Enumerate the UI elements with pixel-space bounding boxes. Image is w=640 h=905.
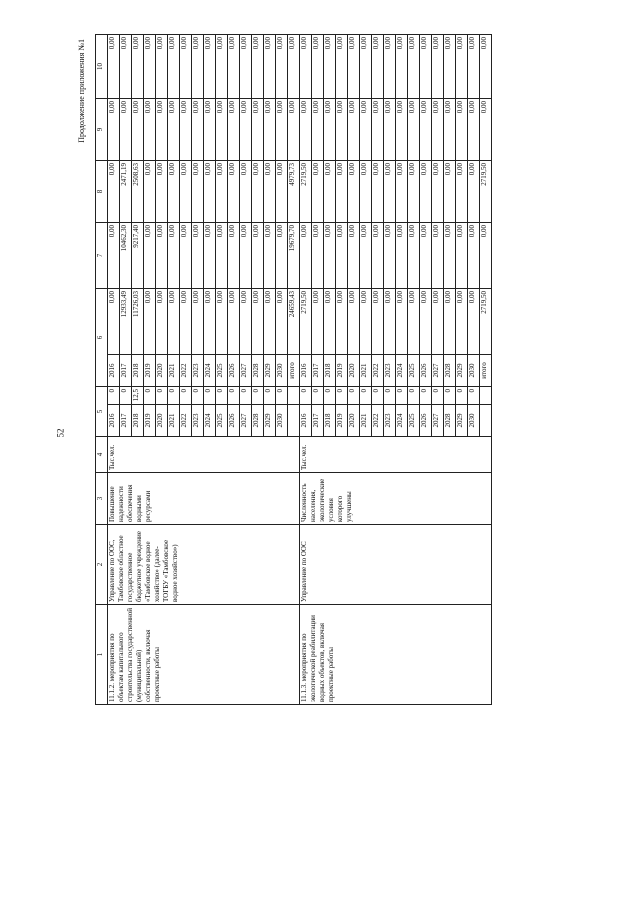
finance-year-cell: 2020 <box>348 355 360 387</box>
finance-year-cell: 2017 <box>312 355 324 387</box>
measure-11-1-3-rows <box>300 35 492 705</box>
finance-value-cell: 0,00 <box>456 35 468 99</box>
indicator-year-cell: 2025 <box>216 405 228 437</box>
finance-value-cell: 0,00 <box>144 161 156 223</box>
finance-value-cell: 0,00 <box>276 99 288 161</box>
finance-year-cell: итого <box>480 355 492 387</box>
finance-value-cell: 0,00 <box>420 223 432 289</box>
indicator-value-cell: 0 <box>372 387 384 405</box>
finance-value-cell: 0,00 <box>348 289 360 355</box>
finance-value-cell: 0,00 <box>228 35 240 99</box>
indicator-year-cell: 2028 <box>252 405 264 437</box>
finance-value-cell: 0,00 <box>252 35 264 99</box>
finance-value-cell: 0,00 <box>396 99 408 161</box>
finance-value-cell: 0,00 <box>408 223 420 289</box>
indicator-year-cell: 2019 <box>336 405 348 437</box>
finance-value-cell: 0,00 <box>312 161 324 223</box>
finance-value-cell: 0,00 <box>336 223 348 289</box>
finance-year-cell: 2016 <box>108 355 120 387</box>
indicator-year-cell: 2029 <box>264 405 276 437</box>
finance-value-cell: 0,00 <box>336 289 348 355</box>
indicator-value-cell: 0 <box>396 387 408 405</box>
finance-value-cell: 0,00 <box>192 99 204 161</box>
finance-value-cell: 0,00 <box>384 35 396 99</box>
finance-value-cell: 0,00 <box>168 99 180 161</box>
table-header <box>96 35 108 705</box>
indicator-year-cell: 2022 <box>180 405 192 437</box>
indicator-year-cell: 2027 <box>432 405 444 437</box>
finance-value-cell: 0,00 <box>360 161 372 223</box>
finance-year-cell: 2025 <box>216 355 228 387</box>
finance-value-cell: 0,00 <box>432 289 444 355</box>
indicator-year-cell: 2017 <box>312 405 324 437</box>
measure-name-cell: 11.1.3. мероприятия по экологической реабилитации водных объектов, включая проектные работы <box>300 605 492 705</box>
finance-year-cell: 2019 <box>144 355 156 387</box>
finance-value-cell: 2508,63 <box>132 161 144 223</box>
finance-value-cell: 0,00 <box>216 35 228 99</box>
indicator-year-cell: 2021 <box>360 405 372 437</box>
finance-value-cell: 0,00 <box>384 289 396 355</box>
finance-value-cell: 0,00 <box>216 161 228 223</box>
finance-value-cell: 0,00 <box>420 35 432 99</box>
unit-cell: Тыс.чел. <box>300 437 492 473</box>
indicator-value-cell: 0 <box>432 387 444 405</box>
finance-value-cell: 11726,03 <box>132 289 144 355</box>
indicator-value-cell: 0 <box>156 387 168 405</box>
finance-value-cell: 0,00 <box>396 35 408 99</box>
finance-value-cell: 0,00 <box>432 35 444 99</box>
finance-value-cell: 0,00 <box>204 223 216 289</box>
finance-value-cell: 2719,50 <box>300 289 312 355</box>
finance-value-cell: 0,00 <box>204 289 216 355</box>
indicator-year-cell: 2026 <box>420 405 432 437</box>
finance-value-cell: 0,00 <box>132 35 144 99</box>
finance-year-cell: 2020 <box>156 355 168 387</box>
indicator-value-cell: 0 <box>120 387 132 405</box>
finance-value-cell: 2719,50 <box>480 161 492 223</box>
indicator-value-cell: 0 <box>336 387 348 405</box>
finance-value-cell: 0,00 <box>156 35 168 99</box>
finance-year-cell: 2018 <box>132 355 144 387</box>
header-cell: 2 <box>96 525 108 605</box>
finance-value-cell: 0,00 <box>300 35 312 99</box>
indicator-cell: Повышение надежности обеспечения водными ресурсами <box>108 473 300 525</box>
finance-value-cell: 0,00 <box>168 223 180 289</box>
finance-value-cell: 0,00 <box>300 99 312 161</box>
finance-value-cell: 0,00 <box>444 223 456 289</box>
finance-year-cell: 2030 <box>276 355 288 387</box>
finance-value-cell: 24659,43 <box>288 289 300 355</box>
finance-value-cell: 0,00 <box>108 161 120 223</box>
finance-value-cell: 0,00 <box>372 99 384 161</box>
measure-name-cell: 11.1.2. мероприятия по объектам капитального строительства государственной (муниципальной) собственности, включая проектные работы <box>108 605 300 705</box>
finance-value-cell: 0,00 <box>192 223 204 289</box>
finance-value-cell: 0,00 <box>216 289 228 355</box>
indicator-year-cell: 2020 <box>156 405 168 437</box>
indicator-year-cell: 2018 <box>132 405 144 437</box>
finance-value-cell: 0,00 <box>480 223 492 289</box>
finance-value-cell: 0,00 <box>420 99 432 161</box>
finance-value-cell: 0,00 <box>180 35 192 99</box>
finance-value-cell: 0,00 <box>312 289 324 355</box>
header-cell: 9 <box>96 99 108 161</box>
indicator-value-cell: 0 <box>312 387 324 405</box>
finance-value-cell: 12933,49 <box>120 289 132 355</box>
finance-value-cell: 0,00 <box>444 99 456 161</box>
indicator-year-cell: 2017 <box>120 405 132 437</box>
indicator-value-cell: 0 <box>240 387 252 405</box>
indicator-value-cell: 0 <box>192 387 204 405</box>
finance-year-cell: 2022 <box>180 355 192 387</box>
finance-value-cell: 0,00 <box>276 161 288 223</box>
finance-value-cell: 0,00 <box>432 99 444 161</box>
finance-value-cell: 0,00 <box>348 161 360 223</box>
finance-value-cell: 0,00 <box>156 99 168 161</box>
finance-value-cell: 0,00 <box>276 223 288 289</box>
finance-value-cell: 0,00 <box>228 289 240 355</box>
finance-value-cell: 0,00 <box>288 35 300 99</box>
indicator-year-cell: 2021 <box>168 405 180 437</box>
finance-value-cell: 0,00 <box>360 289 372 355</box>
finance-value-cell: 0,00 <box>156 223 168 289</box>
finance-year-cell: 2019 <box>336 355 348 387</box>
header-cell: 3 <box>96 473 108 525</box>
finance-value-cell: 19679,70 <box>288 223 300 289</box>
header-cell: 7 <box>96 223 108 289</box>
indicator-year-cell: 2023 <box>384 405 396 437</box>
finance-value-cell: 0,00 <box>312 99 324 161</box>
finance-value-cell: 0,00 <box>312 35 324 99</box>
finance-value-cell: 0,00 <box>348 35 360 99</box>
finance-value-cell: 0,00 <box>240 289 252 355</box>
finance-value-cell: 0,00 <box>180 99 192 161</box>
executor-cell: Управление по ООС, Тамбовское областное государственное бюджетное учреждение «Тамбовское водное хозяйство» (далее- ТОГБУ «Тамбовское водное хозяйство») <box>108 525 300 605</box>
finance-value-cell: 0,00 <box>360 35 372 99</box>
finance-value-cell: 0,00 <box>192 35 204 99</box>
finance-value-cell: 0,00 <box>180 223 192 289</box>
finance-value-cell: 0,00 <box>360 223 372 289</box>
header-cell: 4 <box>96 437 108 473</box>
indicator-value-cell: 0 <box>168 387 180 405</box>
indicator-year-cell: 2028 <box>444 405 456 437</box>
continuation-label: Продолжение приложения №1 <box>77 39 86 143</box>
finance-value-cell: 0,00 <box>120 99 132 161</box>
finance-value-cell: 0,00 <box>396 289 408 355</box>
page-number: 52 <box>55 428 66 438</box>
indicator-value-cell: 0 <box>444 387 456 405</box>
indicator-value-cell <box>480 387 492 405</box>
finance-value-cell: 2719,50 <box>480 289 492 355</box>
finance-value-cell: 0,00 <box>432 161 444 223</box>
indicator-value-cell: 0 <box>276 387 288 405</box>
finance-year-cell: 2029 <box>264 355 276 387</box>
finance-value-cell: 0,00 <box>240 161 252 223</box>
indicator-year-cell: 2018 <box>324 405 336 437</box>
table-row <box>300 35 312 705</box>
finance-value-cell: 0,00 <box>228 161 240 223</box>
finance-value-cell: 0,00 <box>372 35 384 99</box>
indicator-value-cell: 0 <box>216 387 228 405</box>
finance-value-cell: 0,00 <box>408 289 420 355</box>
finance-value-cell: 0,00 <box>324 289 336 355</box>
finance-value-cell: 0,00 <box>384 161 396 223</box>
finance-value-cell: 0,00 <box>144 223 156 289</box>
finance-value-cell: 0,00 <box>396 223 408 289</box>
finance-year-cell: 2023 <box>384 355 396 387</box>
finance-value-cell: 0,00 <box>444 35 456 99</box>
finance-value-cell: 0,00 <box>204 99 216 161</box>
finance-value-cell: 0,00 <box>456 99 468 161</box>
finance-value-cell: 0,00 <box>444 289 456 355</box>
finance-value-cell: 0,00 <box>204 161 216 223</box>
indicator-value-cell: 0 <box>324 387 336 405</box>
finance-value-cell: 0,00 <box>252 289 264 355</box>
indicator-value-cell: 0 <box>348 387 360 405</box>
finance-value-cell: 0,00 <box>204 35 216 99</box>
finance-year-cell: итого <box>288 355 300 387</box>
finance-value-cell: 0,00 <box>108 35 120 99</box>
finance-value-cell: 0,00 <box>336 161 348 223</box>
finance-value-cell: 0,00 <box>252 99 264 161</box>
header-cell: 10 <box>96 35 108 99</box>
header-cell: 5 <box>96 387 108 437</box>
indicator-year-cell: 2026 <box>228 405 240 437</box>
indicator-year-cell: 2023 <box>192 405 204 437</box>
finance-value-cell: 0,00 <box>168 161 180 223</box>
finance-value-cell: 0,00 <box>372 223 384 289</box>
finance-value-cell: 0,00 <box>384 99 396 161</box>
finance-value-cell: 0,00 <box>144 99 156 161</box>
indicator-value-cell: 0 <box>228 387 240 405</box>
finance-value-cell: 0,00 <box>348 223 360 289</box>
finance-value-cell: 0,00 <box>216 99 228 161</box>
finance-value-cell: 0,00 <box>396 161 408 223</box>
header-cell: 6 <box>96 289 108 387</box>
indicator-year-cell <box>480 405 492 437</box>
finance-year-cell: 2024 <box>396 355 408 387</box>
finance-year-cell: 2025 <box>408 355 420 387</box>
finance-value-cell: 0,00 <box>252 161 264 223</box>
indicator-value-cell: 12,5 <box>132 387 144 405</box>
finance-value-cell: 0,00 <box>156 289 168 355</box>
finance-value-cell: 0,00 <box>156 161 168 223</box>
measure-11-1-2-rows <box>108 35 300 705</box>
indicator-value-cell <box>288 387 300 405</box>
finance-value-cell: 0,00 <box>108 99 120 161</box>
table-row <box>108 35 120 705</box>
indicator-year-cell: 2016 <box>108 405 120 437</box>
finance-value-cell: 0,00 <box>264 223 276 289</box>
finance-value-cell: 0,00 <box>228 99 240 161</box>
finance-year-cell: 2027 <box>432 355 444 387</box>
indicator-value-cell: 0 <box>300 387 312 405</box>
indicator-year-cell: 2016 <box>300 405 312 437</box>
finance-value-cell: 0,00 <box>264 161 276 223</box>
finance-value-cell: 0,00 <box>324 35 336 99</box>
finance-year-cell: 2024 <box>204 355 216 387</box>
finance-year-cell: 2016 <box>300 355 312 387</box>
finance-value-cell: 0,00 <box>108 289 120 355</box>
indicator-year-cell: 2027 <box>240 405 252 437</box>
finance-value-cell: 0,00 <box>264 35 276 99</box>
finance-value-cell: 0,00 <box>240 223 252 289</box>
finance-value-cell: 0,00 <box>324 99 336 161</box>
finance-value-cell: 0,00 <box>336 35 348 99</box>
indicator-year-cell: 2024 <box>396 405 408 437</box>
finance-year-cell: 2029 <box>456 355 468 387</box>
indicator-value-cell: 0 <box>108 387 120 405</box>
finance-value-cell: 0,00 <box>168 35 180 99</box>
finance-value-cell: 0,00 <box>192 161 204 223</box>
unit-cell: Тыс.чел. <box>108 437 300 473</box>
indicator-year-cell: 2024 <box>204 405 216 437</box>
finance-year-cell: 2021 <box>360 355 372 387</box>
finance-value-cell: 0,00 <box>456 161 468 223</box>
finance-value-cell: 0,00 <box>468 223 480 289</box>
finance-value-cell: 0,00 <box>372 289 384 355</box>
finance-value-cell: 0,00 <box>192 289 204 355</box>
finance-value-cell: 0,00 <box>312 223 324 289</box>
finance-year-cell: 2026 <box>420 355 432 387</box>
indicator-value-cell: 0 <box>420 387 432 405</box>
finance-year-cell: 2027 <box>240 355 252 387</box>
indicator-value-cell: 0 <box>468 387 480 405</box>
finance-year-cell: 2017 <box>120 355 132 387</box>
finance-value-cell: 0,00 <box>180 289 192 355</box>
indicator-year-cell: 2022 <box>372 405 384 437</box>
finance-value-cell: 0,00 <box>300 223 312 289</box>
indicator-value-cell: 0 <box>144 387 156 405</box>
finance-value-cell: 9217,40 <box>132 223 144 289</box>
finance-year-cell: 2023 <box>192 355 204 387</box>
finance-value-cell: 0,00 <box>408 35 420 99</box>
indicator-value-cell: 0 <box>180 387 192 405</box>
finance-year-cell: 2021 <box>168 355 180 387</box>
finance-value-cell: 0,00 <box>252 223 264 289</box>
finance-value-cell: 0,00 <box>456 223 468 289</box>
indicator-value-cell: 0 <box>408 387 420 405</box>
program-table <box>95 34 492 705</box>
finance-value-cell: 0,00 <box>108 223 120 289</box>
finance-value-cell: 0,00 <box>144 35 156 99</box>
finance-year-cell: 2028 <box>252 355 264 387</box>
indicator-year-cell: 2019 <box>144 405 156 437</box>
finance-year-cell: 2018 <box>324 355 336 387</box>
finance-value-cell: 0,00 <box>468 99 480 161</box>
finance-value-cell: 0,00 <box>240 35 252 99</box>
finance-value-cell: 0,00 <box>480 35 492 99</box>
finance-value-cell: 0,00 <box>348 99 360 161</box>
finance-year-cell: 2030 <box>468 355 480 387</box>
finance-value-cell: 0,00 <box>264 289 276 355</box>
finance-value-cell: 0,00 <box>468 289 480 355</box>
finance-value-cell: 2471,19 <box>120 161 132 223</box>
indicator-year-cell: 2029 <box>456 405 468 437</box>
finance-value-cell: 0,00 <box>288 99 300 161</box>
finance-value-cell: 0,00 <box>324 223 336 289</box>
header-cell: 8 <box>96 161 108 223</box>
rotated-table-page <box>77 35 575 705</box>
finance-value-cell: 0,00 <box>168 289 180 355</box>
finance-value-cell: 0,00 <box>336 99 348 161</box>
indicator-value-cell: 0 <box>360 387 372 405</box>
finance-value-cell: 10462,30 <box>120 223 132 289</box>
finance-value-cell: 0,00 <box>216 223 228 289</box>
finance-value-cell: 2719,50 <box>300 161 312 223</box>
finance-value-cell: 0,00 <box>384 223 396 289</box>
indicator-cell: Численность населения, экологические условия которого улучшены <box>300 473 492 525</box>
finance-value-cell: 0,00 <box>132 99 144 161</box>
indicator-value-cell: 0 <box>252 387 264 405</box>
finance-value-cell: 0,00 <box>120 35 132 99</box>
finance-value-cell: 0,00 <box>468 35 480 99</box>
header-cell: 1 <box>96 605 108 705</box>
indicator-year-cell <box>288 405 300 437</box>
finance-value-cell: 0,00 <box>240 99 252 161</box>
finance-value-cell: 0,00 <box>144 289 156 355</box>
finance-value-cell: 0,00 <box>276 35 288 99</box>
finance-value-cell: 0,00 <box>228 223 240 289</box>
finance-value-cell: 0,00 <box>444 161 456 223</box>
indicator-year-cell: 2020 <box>348 405 360 437</box>
finance-value-cell: 0,00 <box>420 161 432 223</box>
finance-value-cell: 0,00 <box>264 99 276 161</box>
executor-cell: Управление по ООС <box>300 525 492 605</box>
finance-value-cell: 0,00 <box>408 99 420 161</box>
indicator-value-cell: 0 <box>456 387 468 405</box>
indicator-year-cell: 2030 <box>276 405 288 437</box>
finance-value-cell: 0,00 <box>276 289 288 355</box>
indicator-year-cell: 2025 <box>408 405 420 437</box>
finance-value-cell: 0,00 <box>324 161 336 223</box>
finance-value-cell: 0,00 <box>468 161 480 223</box>
finance-value-cell: 0,00 <box>372 161 384 223</box>
finance-value-cell: 0,00 <box>456 289 468 355</box>
indicator-value-cell: 0 <box>264 387 276 405</box>
finance-value-cell: 0,00 <box>480 99 492 161</box>
finance-value-cell: 0,00 <box>180 161 192 223</box>
finance-value-cell: 0,00 <box>360 99 372 161</box>
finance-year-cell: 2026 <box>228 355 240 387</box>
finance-year-cell: 2022 <box>372 355 384 387</box>
finance-value-cell: 4979,73 <box>288 161 300 223</box>
finance-value-cell: 0,00 <box>432 223 444 289</box>
indicator-value-cell: 0 <box>204 387 216 405</box>
finance-value-cell: 0,00 <box>420 289 432 355</box>
finance-value-cell: 0,00 <box>408 161 420 223</box>
indicator-year-cell: 2030 <box>468 405 480 437</box>
indicator-value-cell: 0 <box>384 387 396 405</box>
finance-year-cell: 2028 <box>444 355 456 387</box>
